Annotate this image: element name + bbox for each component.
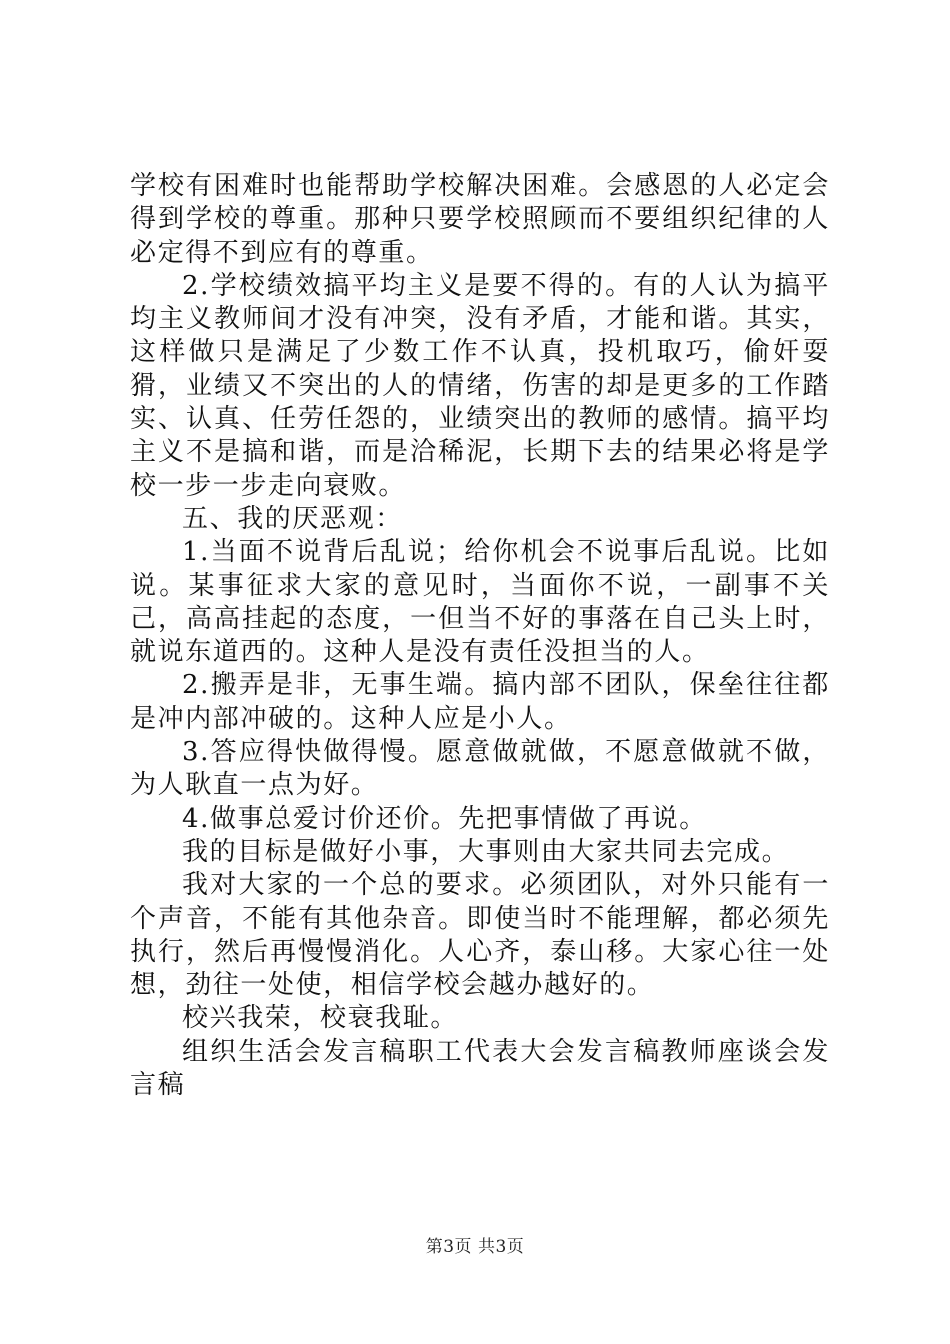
paragraph-11: 组织生活会发言稿职工代表大会发言稿教师座谈会发言稿 [130,1036,830,1101]
paragraph-2: 2.学校绩效搞平均主义是要不得的。有的人认为搞平均主义教师间才没有冲突，没有矛盾，才能和谐。其实，这样做只是满足了少数工作不认真，投机取巧，偷奸耍猾，业绩又不突出的人的情绪，伤害的却是更多的工作踏实、认真、任劳任怨的，业绩突出的教师的感情。搞平均主义不是搞和谐，而是洽稀泥，长期下去的结果必将是学校一步一步走向衰败。 [130,270,830,501]
paragraph-4: 1.当面不说背后乱说；给你机会不说事后乱说。比如说。某事征求大家的意见时，当面你不说，一副事不关己，高高挂起的态度，一但当不好的事落在自己头上时，就说东道西的。这种人是没有责任没担当的人。 [130,537,830,668]
paragraph-10: 校兴我荣，校衰我耻。 [182,1003,459,1034]
paragraph-8: 我的目标是做好小事，大事则由大家共同去完成。 [182,836,790,867]
paragraph-1: 学校有困难时也能帮助学校解决困难。会感恩的人必定会得到学校的尊重。那种只要学校照顾而不要组织纪律的人必定得不到应有的尊重。 [130,171,830,268]
page-number-label: 第3页 共3页 [425,1237,525,1257]
page-footer [0,1236,950,1258]
paragraph-5: 2.搬弄是非，无事生端。搞内部不团队，保垒往往都是冲内部冲破的。这种人应是小人。 [130,670,830,734]
paragraph-6: 3.答应得快做得慢。愿意做就做，不愿意做就不做，为人耿直一点为好。 [130,737,830,801]
paragraph-7: 4.做事总爱讨价还价。先把事情做了再说。 [182,803,707,834]
paragraph-9: 我对大家的一个总的要求。必须团队，对外只能有一个声音，不能有其他杂音。即使当时不能理解，都必须先执行，然后再慢慢消化。人心齐，泰山移。大家心往一处想，劲往一处使，相信学校会越办越好的。 [130,870,830,1001]
document-body [130,170,830,1102]
section-heading-five: 五、我的厌恶观： [182,503,403,534]
